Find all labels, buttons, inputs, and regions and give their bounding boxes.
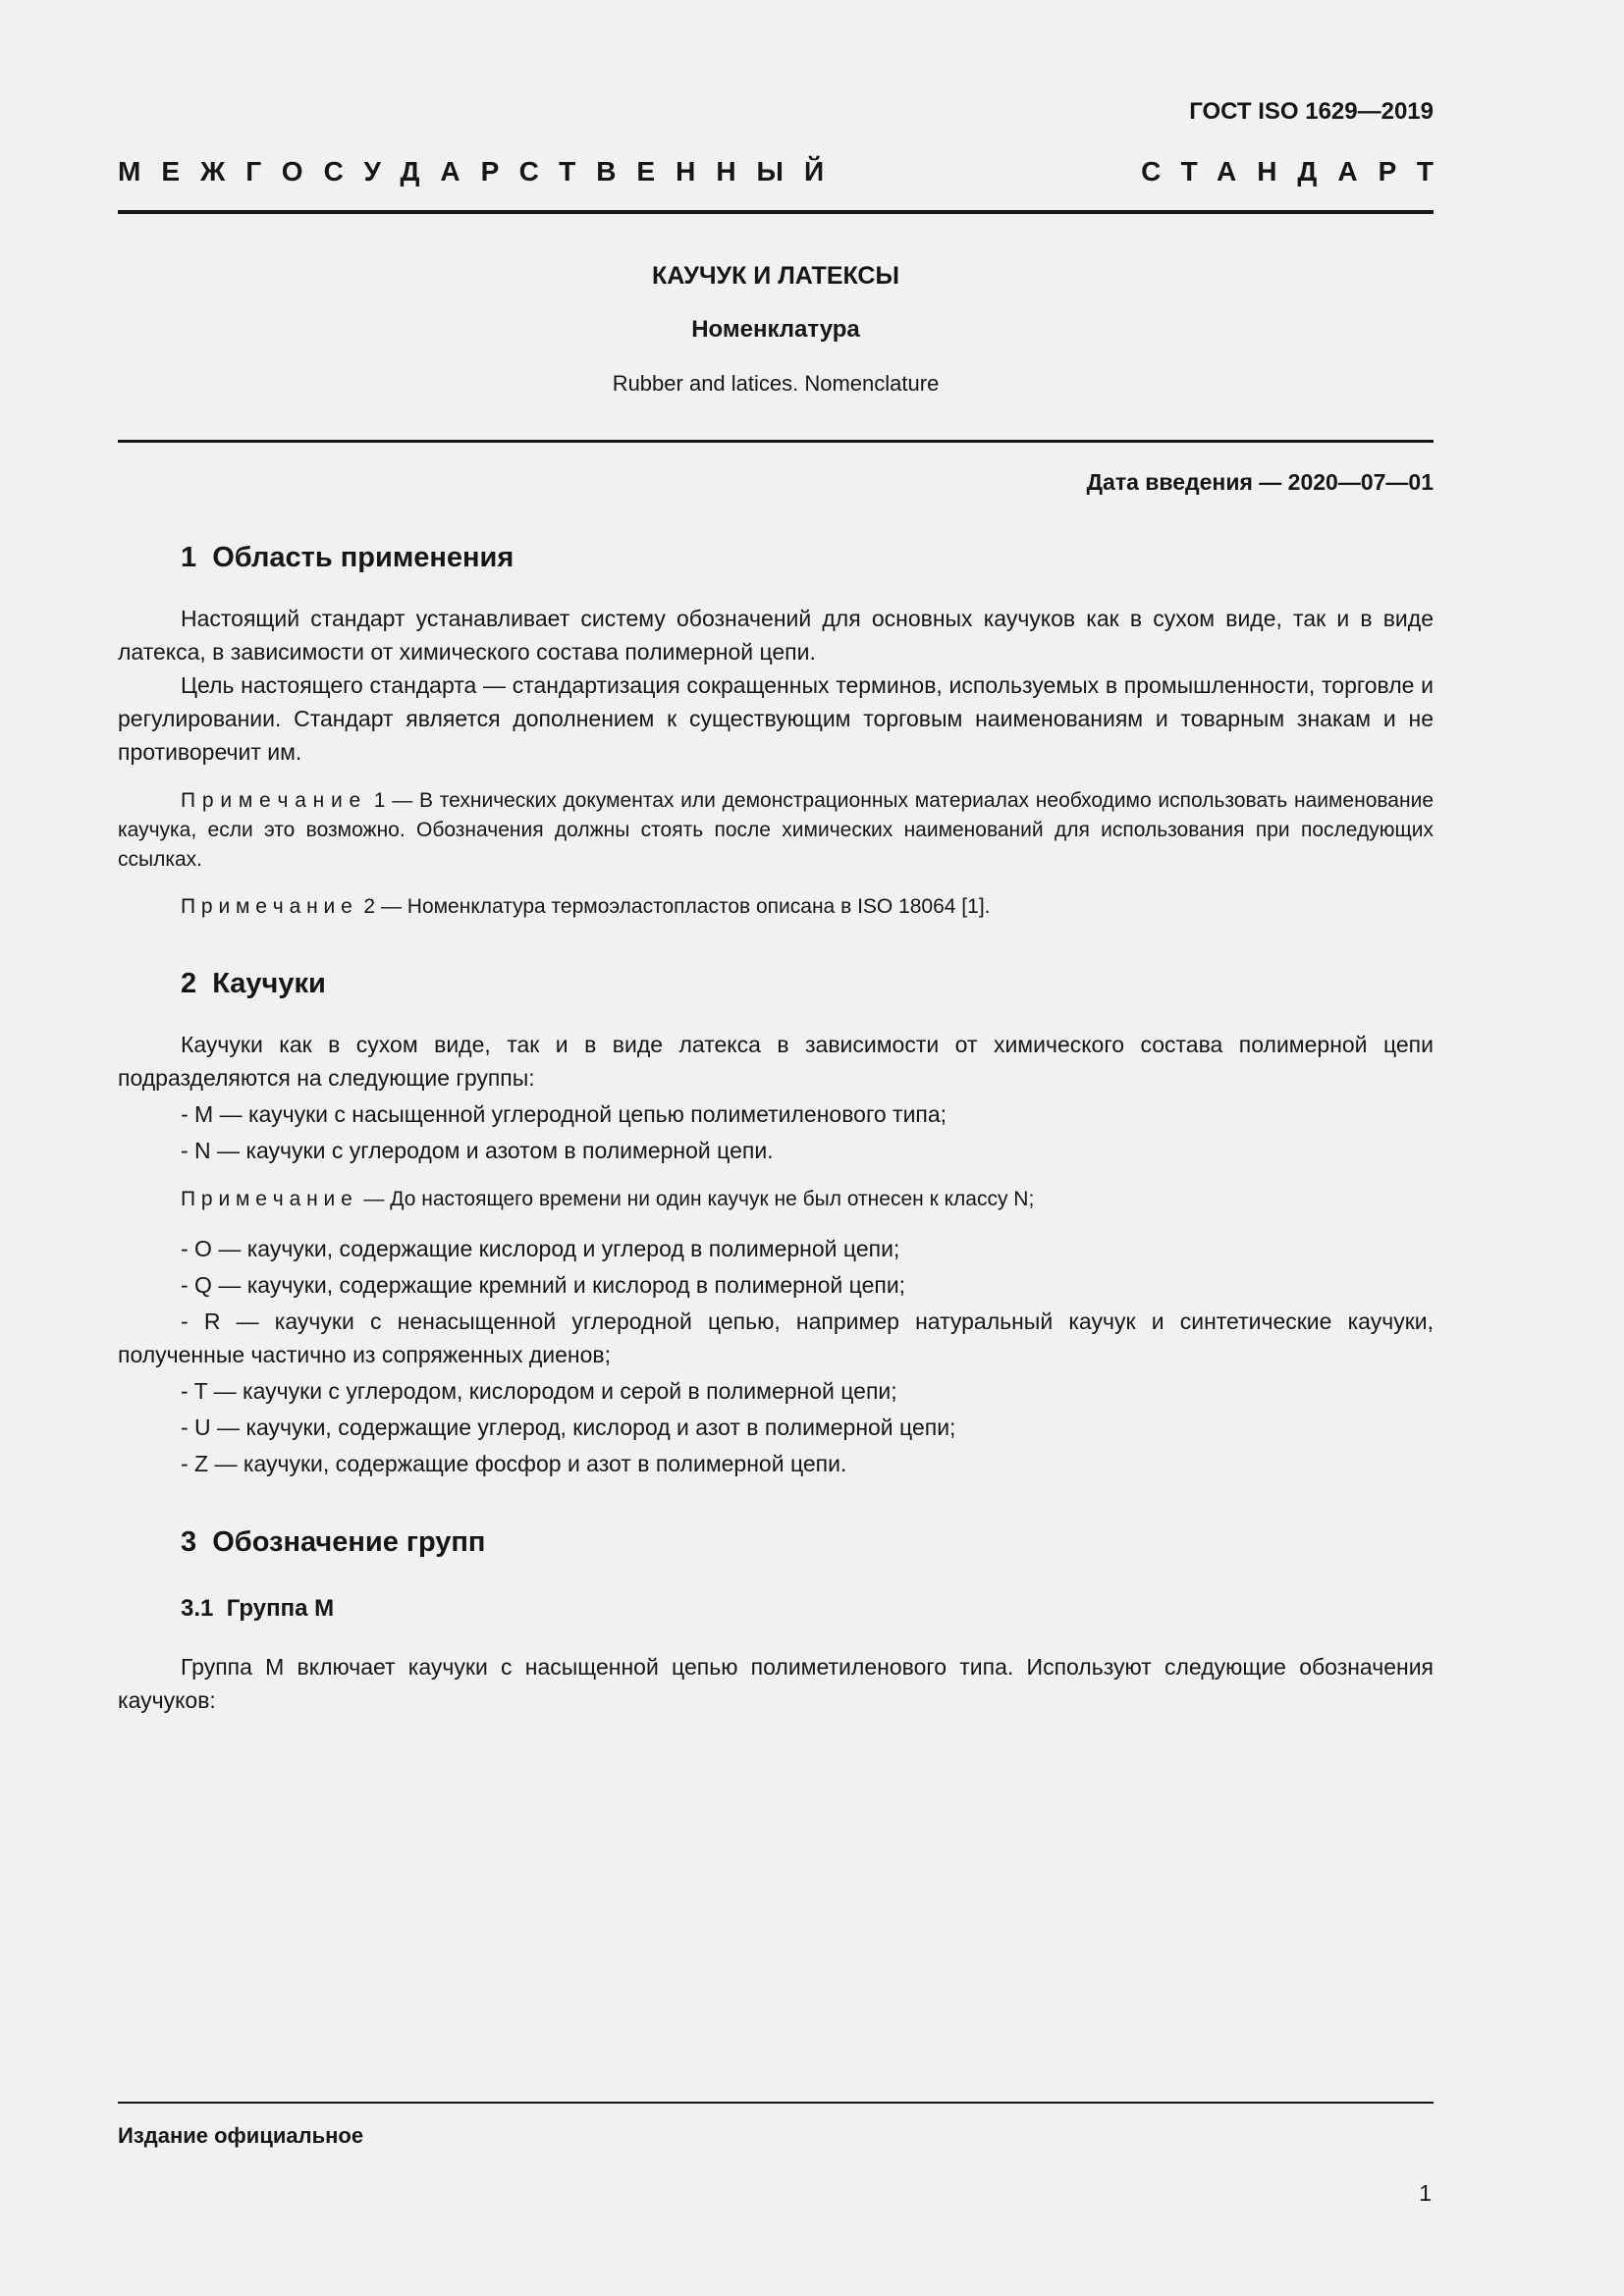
- section-1-note-2: П р и м е ч а н и е 2 — Номенклатура термоэластопластов описана в ISO 18064 [1].: [181, 895, 991, 918]
- list-item-r: - R — каучуки с ненасыщенной углеродной цепью, например натуральный каучук и синтетические каучуки, полученные частично из сопряженных диенов;: [118, 1308, 1434, 1367]
- title-divider: [118, 440, 1434, 443]
- section-1-heading: 1 Область применения: [181, 542, 514, 573]
- footer-divider: [118, 2102, 1434, 2104]
- section-2-paragraph-1: Каучуки как в сухом виде, так и в виде латекса в зависимости от химического состава полимерной цепи подразделяются на следующие группы:: [118, 1032, 1434, 1091]
- list-item-n: - N — каучуки с углеродом и азотом в полимерной цепи.: [181, 1138, 774, 1163]
- list-item-t: - T — каучуки с углеродом, кислородом и серой в полимерной цепи;: [181, 1378, 897, 1404]
- section-3-heading: 3 Обозначение групп: [181, 1526, 486, 1558]
- standard-type-word-1: МЕЖГОСУДАРСТВЕННЫЙ: [118, 156, 845, 187]
- list-item-o: - O — каучуки, содержащие кислород и углерод в полимерной цепи;: [181, 1236, 900, 1261]
- section-2-heading: 2 Каучуки: [181, 968, 326, 999]
- section-2-note: П р и м е ч а н и е — До настоящего времени ни один каучук не был отнесен к классу N;: [181, 1188, 1035, 1210]
- document-subtitle: Номенклатура: [691, 316, 860, 343]
- section-1-paragraph-2: Цель настоящего стандарта — стандартизация сокращенных терминов, используемых в промышленности, торговле и регулировании. Стандарт является дополнением к существующим торговым наименованиям и товарным знакам и не противоречит им.: [118, 672, 1434, 765]
- document-title: КАУЧУК И ЛАТЕКСЫ: [652, 262, 899, 290]
- section-3-1-heading: 3.1 Группа M: [181, 1595, 335, 1622]
- list-item-m: - M — каучуки с насыщенной углеродной цепью полиметиленового типа;: [181, 1101, 947, 1127]
- section-1-note-1: П р и м е ч а н и е 1 — В технических документах или демонстрационных материалах необходимо использовать наименование каучука, если это возможно. Обозначения должны стоять после химических наименований для использования при последующих ссылках.: [118, 789, 1434, 871]
- edition-note: Издание официальное: [118, 2123, 364, 2148]
- document-title-english: Rubber and latices. Nomenclature: [612, 371, 940, 396]
- list-item-u: - U — каучуки, содержащие углерод, кислород и азот в полимерной цепи;: [181, 1415, 956, 1440]
- list-item-q: - Q — каучуки, содержащие кремний и кислород в полимерной цепи;: [181, 1272, 906, 1298]
- standard-type-word-2: СТАНДАРТ: [1141, 156, 1454, 187]
- list-item-z: - Z — каучуки, содержащие фосфор и азот в полимерной цепи.: [181, 1451, 847, 1476]
- section-1-paragraph-1: Настоящий стандарт устанавливает систему обозначений для основных каучуков как в сухом виде, так и в виде латекса, в зависимости от химического состава полимерной цепи.: [118, 606, 1434, 665]
- section-3-paragraph-1: Группа M включает каучуки с насыщенной цепью полиметиленового типа. Используют следующие обозначения каучуков:: [118, 1654, 1434, 1713]
- document-code: ГОСТ ISO 1629—2019: [1189, 98, 1434, 125]
- page-number: 1: [1419, 2180, 1432, 2206]
- effective-date: Дата введения — 2020—07—01: [1086, 469, 1434, 495]
- header-divider: [118, 210, 1434, 214]
- standard-type-banner: [118, 155, 1454, 188]
